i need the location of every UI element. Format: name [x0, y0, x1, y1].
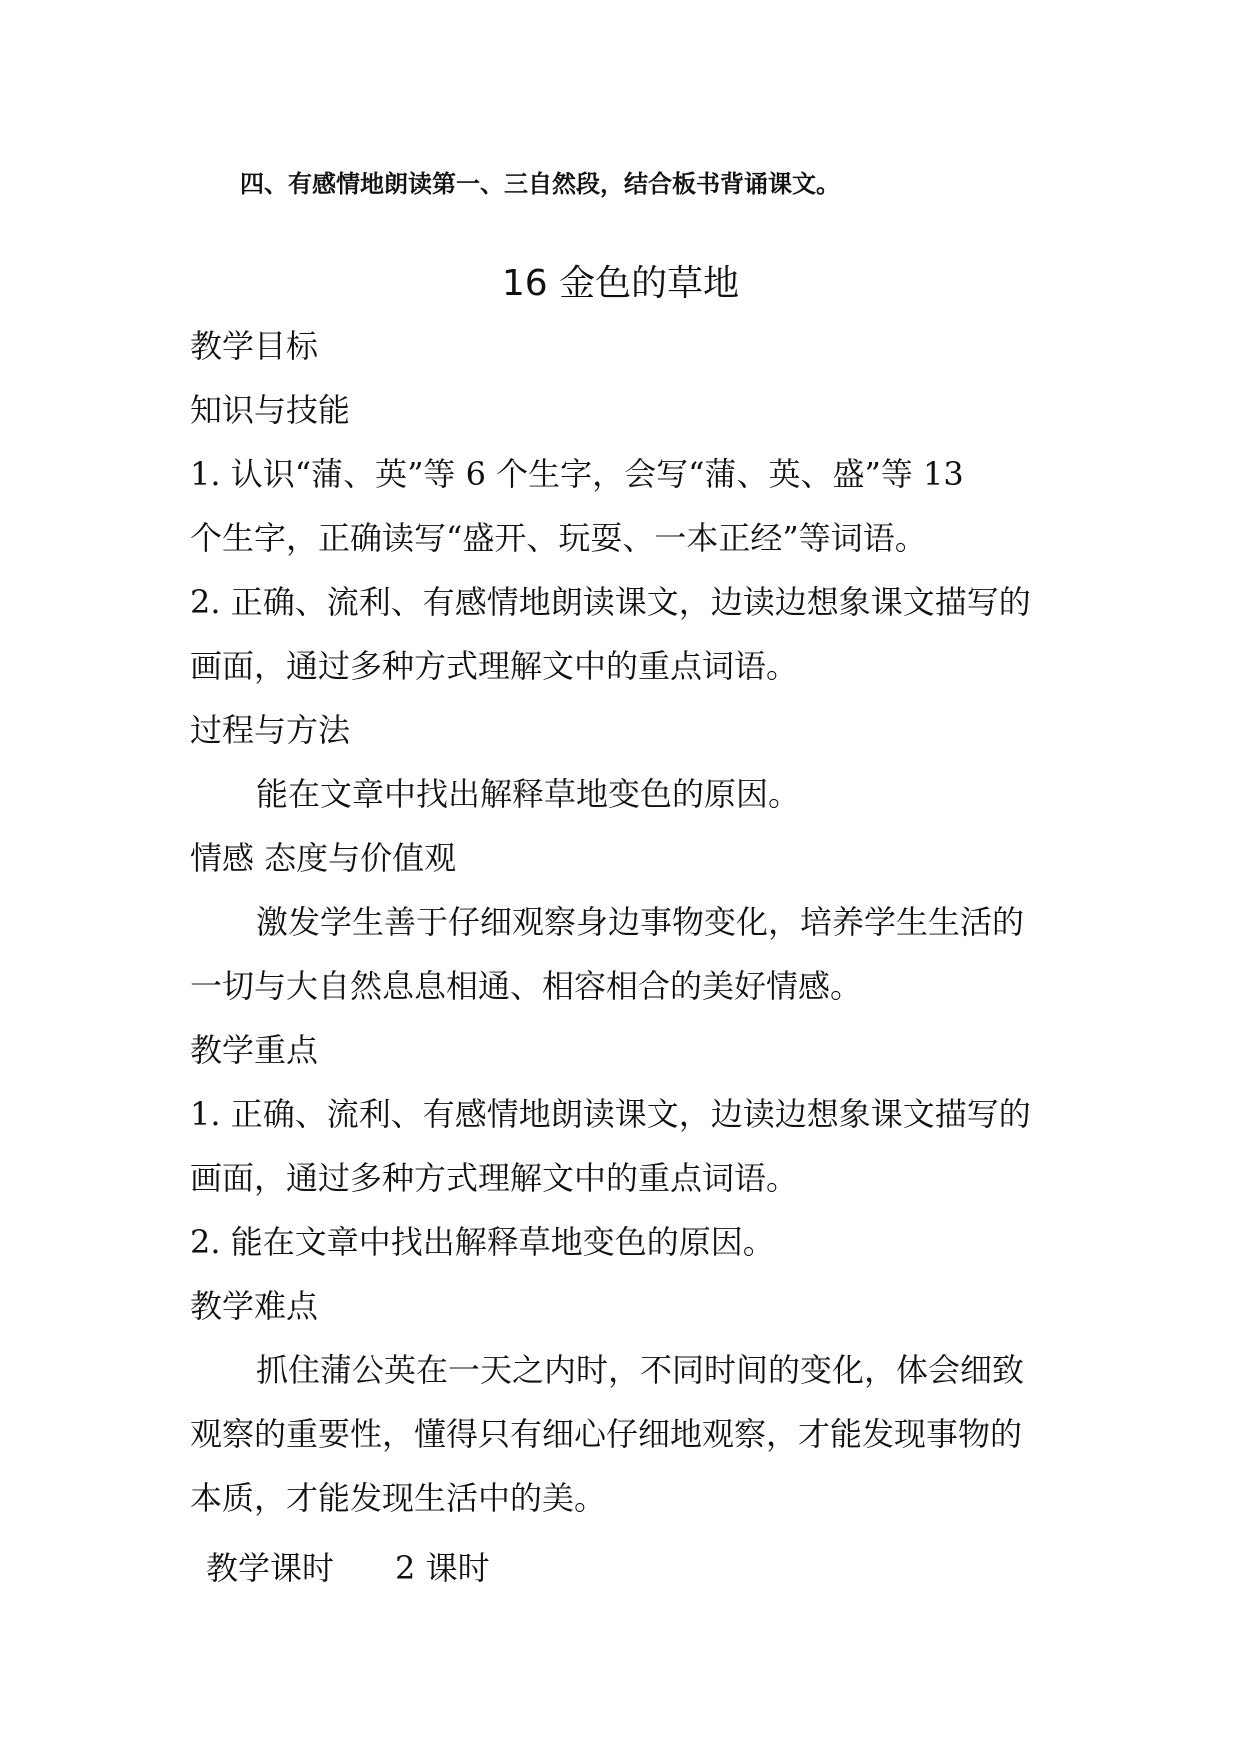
- goal-1-line-1: 1. 认识“蒲、英”等 6 个生字，会写“蒲、英、盛”等 13: [190, 455, 964, 493]
- difficulty-line-1: 抓住蒲公英在一天之内时，不同时间的变化，体会细致: [256, 1351, 1025, 1389]
- key-point-1-line-1: 1. 正确、流利、有感情地朗读课文，边读边想象课文描写的: [190, 1095, 1031, 1133]
- subheading-emotion-values: 情感 态度与价值观: [190, 839, 457, 877]
- intro-instruction: 四、有感情地朗读第一、三自然段，结合板书背诵课文。: [240, 170, 840, 198]
- teaching-hours: 教学课时 2 课时: [206, 1549, 490, 1587]
- goal-2-line-1: 2. 正确、流利、有感情地朗读课文，边读边想象课文描写的: [190, 583, 1031, 621]
- emotion-text-line-1: 激发学生善于仔细观察身边事物变化，培养学生生活的: [256, 903, 1025, 941]
- emotion-text-line-2: 一切与大自然息息相通、相容相合的美好情感。: [190, 967, 863, 1005]
- heading-difficulties: 教学难点: [190, 1287, 319, 1325]
- key-point-1-line-2: 画面，通过多种方式理解文中的重点词语。: [190, 1159, 799, 1197]
- difficulty-line-3: 本质，才能发现生活中的美。: [190, 1479, 607, 1517]
- subheading-knowledge-skills: 知识与技能: [190, 391, 351, 429]
- key-point-2: 2. 能在文章中找出解释草地变色的原因。: [190, 1223, 775, 1261]
- goal-2-line-2: 画面，通过多种方式理解文中的重点词语。: [190, 647, 799, 685]
- subheading-process-method: 过程与方法: [190, 711, 351, 749]
- heading-key-points: 教学重点: [190, 1031, 319, 1069]
- goal-1-line-2: 个生字，正确读写“盛开、玩耍、一本正经”等词语。: [190, 519, 927, 557]
- lesson-title: 16 金色的草地: [501, 263, 740, 304]
- heading-teaching-goals: 教学目标: [190, 327, 319, 365]
- process-text: 能在文章中找出解释草地变色的原因。: [256, 775, 801, 813]
- difficulty-line-2: 观察的重要性，懂得只有细心仔细地观察，才能发现事物的: [190, 1415, 1023, 1453]
